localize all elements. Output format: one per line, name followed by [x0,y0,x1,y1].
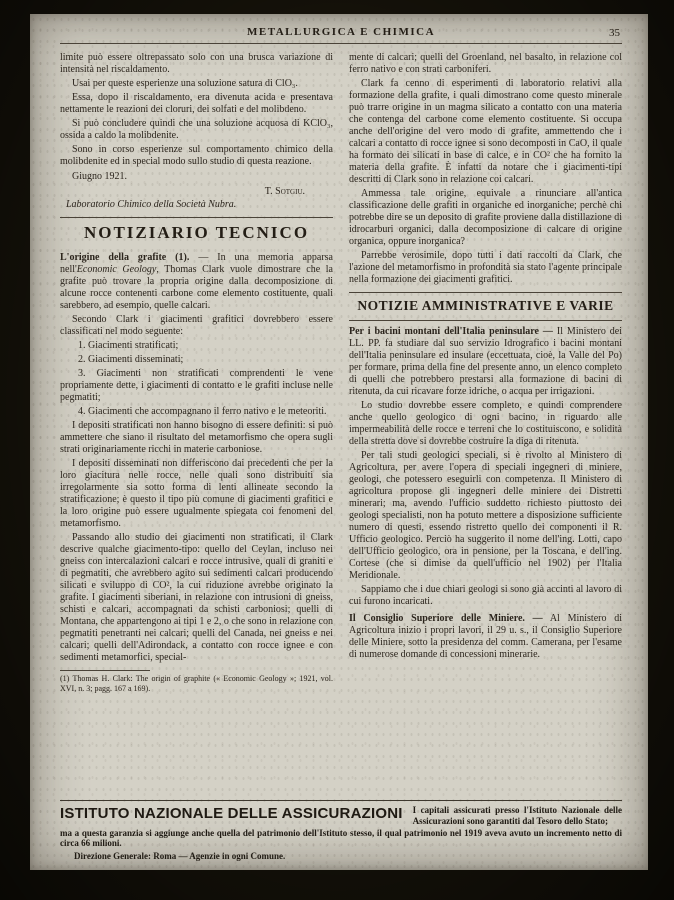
list-item: 1. Giacimenti stratificati; [78,339,179,351]
author-signature: T. Sotgiu. [264,186,305,198]
bacini-intro-rest: Il Ministero dei LL. PP. fa studiare dal suo servizio Idrografico i bacini montani dell'Italia peninsulare ed insulare (eccettuata, cioè, la Valle del Po) per formare, prima della fine del presente anno, un elenco completo di quelli che potrebbero prestarsi alla formazione di bacini di ritenuta, da cui ricavare forze idriche, o acqua per irrigazioni. [349,326,622,398]
journal-title: METALLURGICA E CHIMICA [246,26,436,38]
paragraph: I depositi stratificati non hanno bisogno di essere definiti: si può ammettere che siano il risultato del metamorfismo che opera sugli strati originariamente ricchi in materie carboniose. [60,419,333,455]
grafite-intro-rest: , Thomas Clark vuole dimostrare che la grafite può trovare la propria origine dalla decomposizione di alcune rocce contenenti carbone come elemento costituente, quali sarebbero, ad esempio, quelle calcari. [60,263,333,311]
insurance-ad-row [60,805,622,827]
paragraph: Passando allo studio dei giacimenti non stratificati, il Clark descrive qualche giacimento-tipo: quello del Ceylan, incluso nei gneiss con intercalazioni calcari e rocce intrusive, quali di graniti e di pegmatiti, che avrebbero agito sui sedimenti calcari producendo silicati e sviluppo di CO², la cui riduzione avrebbe originato la grafite. I giacimenti siberiani, in relazione con intrusioni di gneiss, schisti e calcari, accompagnati da schisti carboniosi; quelli di Montana, che appartengono ai tipi 1 e 2, o che sono in relazione con pegmatiti penetranti nei calcari; quelli del Canada, nei gneiss e nei calcari; quelli dell'Adirondack, a contatto con rocce ignee e con sedimenti metamorfici, special- [60,531,333,663]
grafite-article-lead: L'origine della grafite (1). [60,251,190,263]
paragraph: Essa, dopo il riscaldamento, era divenuta acida e presentava nettamente le reazioni dei cloruri, dei solfati e del molibdeno. [60,92,333,116]
paragraph: Parrebbe verosimile, dopo tutti i dati raccolti da Clark, che l'azione del metamorfismo in profondità sia stato l'agente principale nella formazione dei giacimenti grafitici. [349,250,622,286]
page-header [60,26,622,44]
paragraph: Si può concludere quindi che una soluzione acquosa di KClO₃, ossida a caldo la molibdenite. [60,118,333,142]
insurance-ad-footer: Direzione Generale: Roma — Agenzie in ogni Comune. [74,851,286,862]
section-divider-rule [349,292,622,293]
insurance-ad-guarantee: I capitali assicurati presso l'Istituto Nazionale delle Assicurazioni sono garantiti dal Tesoro dello Stato; [412,805,622,826]
list-item: 2. Giacimenti disseminati; [78,353,184,365]
page-number: 35 [609,27,620,39]
footnote-rule [60,670,150,671]
section-title-notizie-amministrative: NOTIZIE AMMINISTRATIVE E VARIE [357,298,614,314]
bacini-intro-paragraph [349,326,622,398]
right-column [349,52,622,796]
grafite-journal-name: Economic Geology [76,263,157,275]
insurance-ad-title: ISTITUTO NAZIONALE DELLE ASSICURAZIONI [60,805,403,823]
paragraph: Per tali studi geologici speciali, si è rivolto al Ministero di Agricoltura, per avere l'opera di speciali ingegneri di miniere, geologi, che potessero eseguirli con competenza. Il Ministero di agricoltura propose gli ingegneri delle miniere dei Distretti minerari; ma, avendo l'ufficio suddetto richiesto piuttosto dei geologi specialisti, non ha potuto mettere a disposizione sufficiente numero di questi, essendo ristretto quello dei componenti il R. Ufficio geologico. Perciò ha suggerito il nome dell'ing. Lotti, capo dell'Ufficio geologico, ora in pensione, per la Toscana, e dell'ing. Cortese (che si dimise da quell'ufficio nel 1902) per l'Italia Meridionale. [349,450,622,582]
paragraph: Sono in corso esperienze sul comportamento chimico della molibdenite ed in special modo sullo studio di questa reazione. [60,144,333,168]
paragraph: Usai per queste esperienze una soluzione satura di ClO₃. [72,78,298,90]
footnote: (1) Thomas H. Clark: The origin of graphite (« Economic Geology »; 1921, vol. XVI, n. 3; pagg. 167 a 169). [60,673,333,693]
paragraph: limite può essere oltrepassato solo con una brusca variazione di intensità nel riscaldamento. [60,52,333,76]
left-column [60,52,333,796]
paragraph: mente di calcari; quelli del Groenland, nel basalto, in relazione col ferro nativo e con strati carboniferi. [349,52,622,76]
grafite-pre-italic-text: — In una memoria apparsa nell' [60,251,333,275]
journal-page [30,14,648,870]
paragraph: I depositi disseminati non differiscono dai precedenti che per la loro giacitura nelle rocce, nelle quali sono distribuiti sia irregolarmente sia sotto forma di lenti allineate secondo la stratificazione; è questo il tipo più comune di giacimenti grafitici e la loro origine può essere ugualmente spiegata coi fenomeni del metamorfismo. [60,457,333,529]
consiglio-rest: Al Ministero di Agricoltura inizio i propri lavori, il 29 u. s., il Consiglio Superiore delle Miniere, sotto la presidenza del comm. Camerana, per l'esame di numerose domande di concessioni minerarie. [349,613,622,661]
paragraph: Secondo Clark i giacimenti grafitici dovrebbero essere classificati nel modo seguente: [60,313,333,337]
grafite-intro-paragraph [60,252,333,312]
consiglio-paragraph [349,613,622,661]
bacini-article-lead: Per i bacini montani dell'Italia peninsulare — [349,326,553,338]
section-divider-rule [60,217,333,218]
two-column-layout [60,52,622,796]
paragraph: Ammessa tale origine, equivale a rinunciare all'antica classificazione delle grafiti in organiche ed inorganiche; perchè chi potrebbe dire se un deposito di grafite proviene dalla distillazione di idrocarburi organici, dalla decomposizione di calcare di origine organica, oppure inorganica? [349,188,622,248]
insurance-ad [60,800,622,862]
author-affiliation: Laboratorio Chimico della Società Nubra. [66,199,237,211]
section-title-notiziario-tecnico: NOTIZIARIO TECNICO [83,223,310,243]
list-item: 3. Giacimenti non stratificati comprendenti le vene propriamente dette, i giacimenti di contatto e le grafiti incluse nelle pegmatiti; [60,367,333,403]
list-item: 4. Giacimenti che accompagnano il ferro nativo e le meteoriti. [78,405,327,417]
paragraph: Clark fa cenno di esperimenti di laboratorio relativi alla formazione della grafite, i quali dimostrano come questo minerale può trarre origine in un magma silicato a contatto con una materia che contenga del carbone come elemento costituente. Si occupa anche dell'origine del vero modo di grafite, ammettendo che i calcari a contatto di rocce ignee si sono decomposti in CaO, il quale ha formato dei silicati in base di calce, e in CO² che ha fornito la materia della grafite. È infatti da notare che i giacimenti-tipi descritti di Clark sono in relazione coi calcari. [349,78,622,186]
article-date: Giugno 1921. [72,171,127,183]
paragraph: Lo studio dovrebbe essere completo, e quindi comprendere anche quello geologico di ogni bacino, in riguardo alle impermeabilità delle rocce e terreni che lo costituiscono, e solidità della stretta dove si dovrebbe costruire la diga di ritenuta. [349,400,622,448]
section-divider-rule [349,320,622,321]
insurance-ad-guarantee-continued: ma a questa garanzia si aggiunge anche quella del patrimonio dell'Istituto stesso, il qual patrimonio nel 1919 aveva avuto un incremento netto di circa 66 milioni. [60,827,622,849]
paragraph: Sappiamo che i due chiari geologi si sono già accinti al lavoro di cui furono incaricati. [349,584,622,608]
consiglio-article-lead: Il Consiglio Superiore delle Miniere. — [349,613,543,625]
